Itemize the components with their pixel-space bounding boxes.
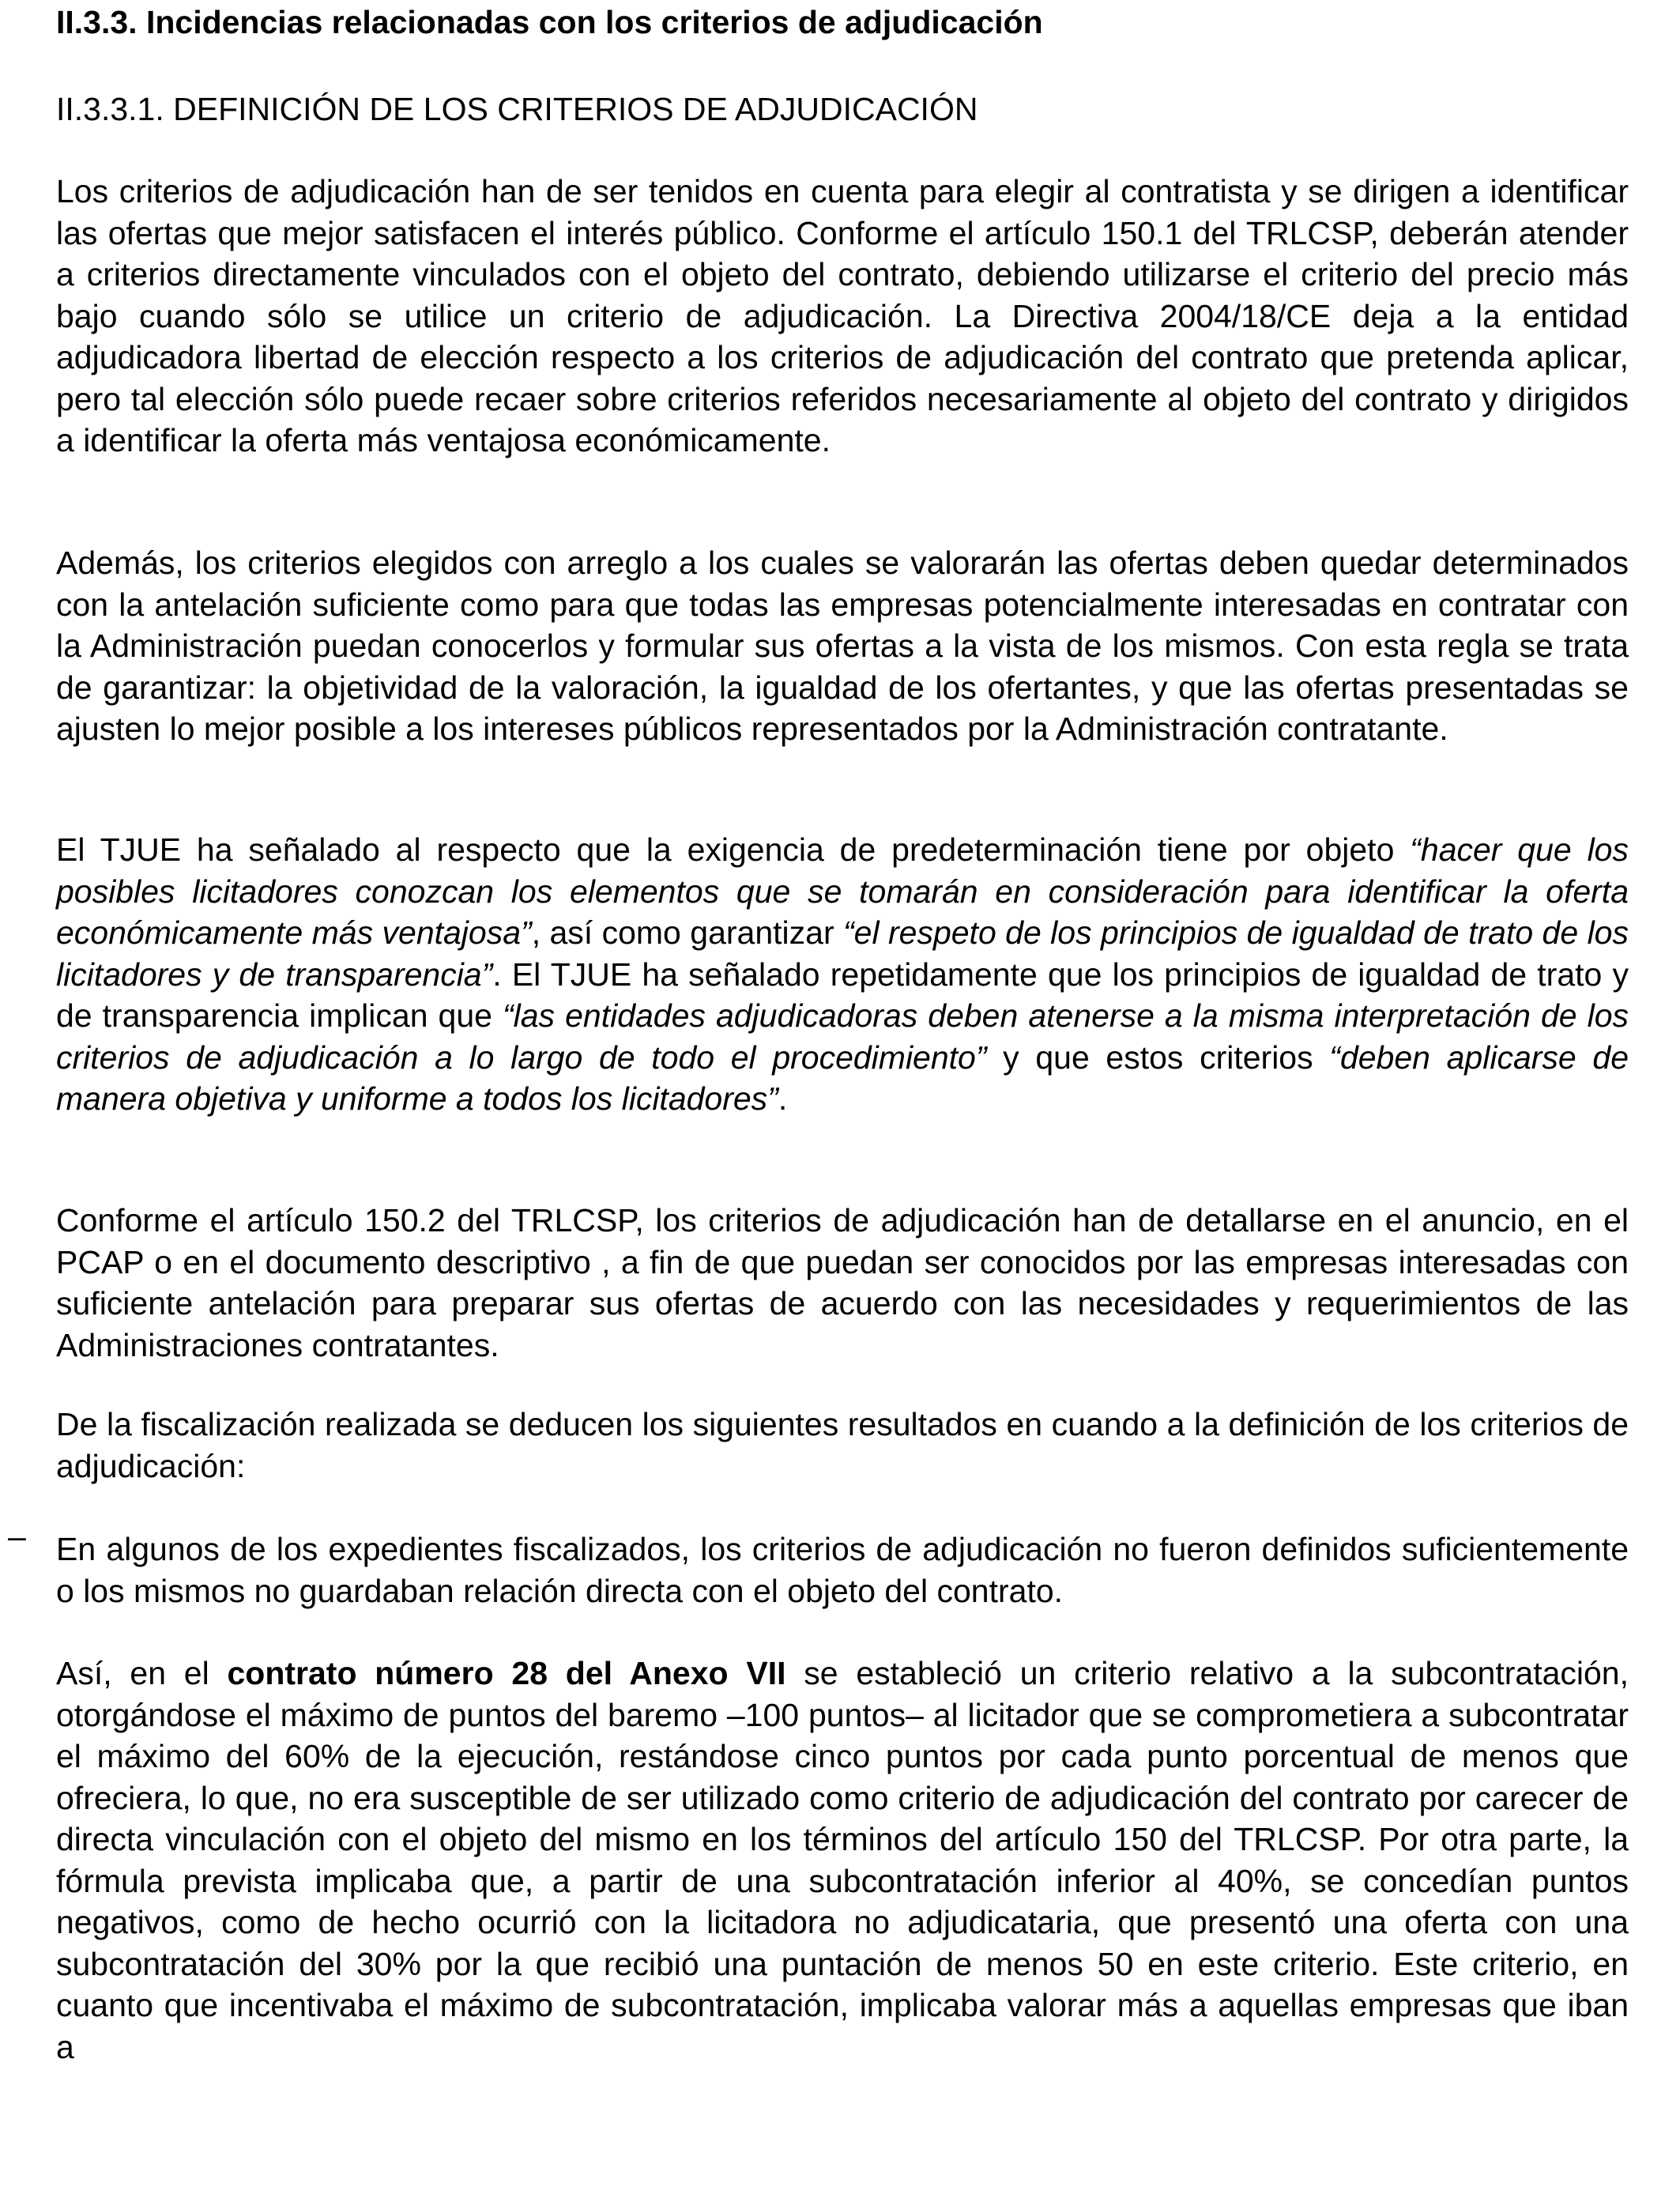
bullet-dash-icon: – — [8, 1518, 26, 1555]
paragraph-predeterminacion: Además, los criterios elegidos con arreglo a los cuales se valorarán las ofertas deben quedar determinados con la antelación suficiente como para que todas las empresas potencialmente interesadas en contratar con la Administración puedan conocerlos y formular sus ofertas a la vista de los mismos. Con esta regla se trata de garantizar: la objetividad de la valoración, la igualdad de los ofertantes, y que las ofertas presentadas se ajusten lo mejor posible a los intereses públicos representados por la Administración contratante. — [56, 545, 1629, 747]
tjue-text-4: y que estos criterios — [986, 1039, 1330, 1076]
paragraph-contrato-28 — [56, 1653, 1629, 2068]
paragraph-tjue — [56, 829, 1629, 1120]
tjue-quote-3: “las entidades adjudicadoras deben atenerse a la misma interpretación de los criterios de adjudicación a lo largo de todo el procedimiento” — [56, 997, 1629, 1076]
paragraph-criterios-definicion: Los criterios de adjudicación han de ser tenidos en cuenta para elegir al contratista y se dirigen a identificar las ofertas que mejor satisfacen el interés público. Conforme el artículo 150.1 del TRLCSP, deberán atender a criterios directamente vinculados con el objeto del contrato, debiendo utilizarse el criterio del precio más bajo cuando sólo se utilice un criterio de adjudicación. La Directiva 2004/18/CE deja a la entidad adjudicadora libertad de elección respecto a los criterios de adjudicación del contrato que pretenda aplicar, pero tal elección sólo puede recaer sobre criterios referidos necesariamente al objeto del contrato y dirigidos a identificar la oferta más ventajosa económicamente. — [56, 173, 1629, 458]
bullet-item: En algunos de los expedientes fiscalizados, los criterios de adjudicación no fueron definidos suficientemente o los mismos no guardaban relación directa con el objeto del contrato. — [56, 1531, 1629, 1609]
subsection-heading: II.3.3.1. DEFINICIÓN DE LOS CRITERIOS DE ADJUDICACIÓN — [56, 91, 978, 127]
tjue-quote-2: “el respeto de los principios de igualdad de trato de los licitadores y de transparencia” — [56, 914, 1629, 993]
paragraph-articulo-150-2: Conforme el artículo 150.2 del TRLCSP, los criterios de adjudicación han de detallarse en el anuncio, en el PCAP o en el documento descriptivo , a fin de que puedan ser conocidos por las empresas interesadas con suficiente antelación para preparar sus ofertas de acuerdo con las necesidades y requerimientos de las Administraciones contratantes. — [56, 1202, 1629, 1363]
contrato-text-1: Así, en el — [56, 1655, 228, 1691]
contrato-text-2: se estableció un criterio relativo a la subcontratación, otorgándose el máximo de puntos del baremo –100 puntos– al licitador que se comprometiera a subcontratar el máximo del 60% de la ejecución, restándose cinco puntos por cada punto porcentual de menos que ofreciera, lo que, no era susceptible de ser utilizado como criterio de adjudicación del contrato por carecer de directa vinculación con el objeto del mismo en los términos del artículo 150 del TRLCSP. Por otra parte, la fórmula prevista implicaba que, a partir de una subcontratación inferior al 40%, se concedían puntos negativos, como de hecho ocurrió con la licitadora no adjudicataria, que presentó una oferta con una subcontratación del 30% por la que recibió una puntación de menos 50 en este criterio. Este criterio, en cuanto que incentivaba el máximo de subcontratación, implicaba valorar más a aquellas empresas que iban a — [56, 1655, 1629, 2065]
paragraph-fiscalizacion: De la fiscalización realizada se deducen los siguientes resultados en cuando a la definición de los criterios de adjudicación: — [56, 1406, 1629, 1484]
tjue-text-3: . El TJUE ha señalado repetidamente que los principios de igualdad de trato y de transparencia implican que — [56, 956, 1629, 1034]
tjue-text-5: . — [778, 1080, 788, 1117]
tjue-text-2: , así como garantizar — [531, 914, 844, 951]
tjue-quote-4: “deben aplicarse de manera objetiva y uniforme a todos los licitadores” — [56, 1039, 1629, 1117]
tjue-text-1: El TJUE ha señalado al respecto que la exigencia de predeterminación tiene por objeto — [56, 831, 1411, 868]
section-heading: II.3.3. Incidencias relacionadas con los criterios de adjudicación — [56, 4, 1043, 40]
contrato-reference: contrato número 28 del Anexo VII — [227, 1655, 786, 1691]
tjue-quote-1: “hacer que los posibles licitadores conozcan los elementos que se tomarán en consideración para identificar la oferta económicamente más ventajosa” — [56, 831, 1629, 951]
